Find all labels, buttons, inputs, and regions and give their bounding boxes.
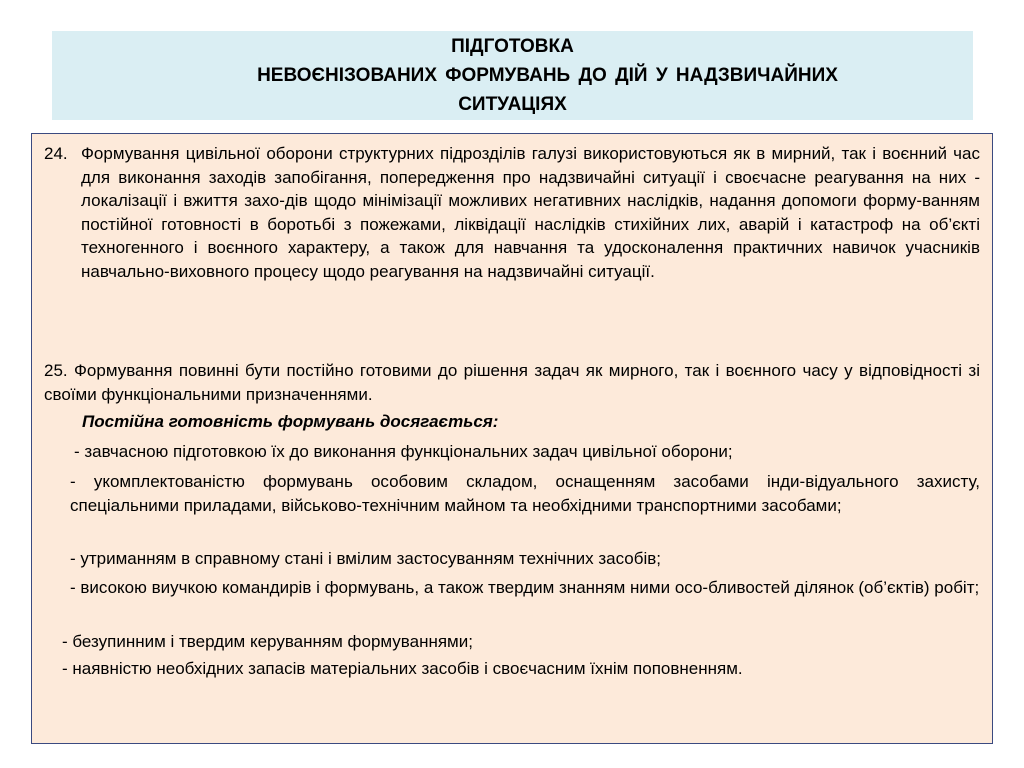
content-panel xyxy=(31,133,993,744)
paragraph-24-text: Формування цивільної оборони структурних підрозділів галузі використовуються як в мирний, так і воєнний час для виконання заходів запобігання, попередження про надзвичайні ситуації і своєчасне реагування на них - локалізації і вжиття захо-дів щодо мінімізації можливих негативних наслідків, надання допомоги форму-ванням постійної готовності в боротьбі з пожежами, ліквідації наслідків стихійних лих, аварій і катастроф на об’єкті техногенного і воєнного характеру, а також для навчання та удосконалення практичних навичок учасників навчально-виховного процесу щодо реагування на надзвичайні ситуації. xyxy=(81,144,980,281)
list-item: - завчасною підготовкою їх до виконання функціональних задач цивільної оборони; xyxy=(74,442,733,461)
list-item: - наявністю необхідних запасів матеріальних засобів і своєчасним їхнім поповненням. xyxy=(62,659,743,678)
list-item: - високою виучкою командирів і формувань, а також твердим знанням ними осо-бливостей ділянок (об’єктів) робіт; xyxy=(70,578,980,597)
paragraph-25: 25. Формування повинні бути постійно готовими до рішення задач як мирного, так і воєнного часу у відповідності зі своїми функціональними призначеннями. xyxy=(44,361,980,404)
list-item: - безупинним і твердим керуванням формуваннями; xyxy=(62,632,473,651)
paragraph-24 xyxy=(44,142,980,283)
slide-title xyxy=(52,31,973,120)
paragraph-24-number: 24. xyxy=(44,144,68,163)
readiness-heading: Постійна готовність формувань досягається: xyxy=(82,412,499,431)
list-item: - укомплектованістю формувань особовим складом, оснащенням засобами інди-відуального захисту, спеціальними приладами, військово-технічним майном та необхідними транспортними засобами; xyxy=(70,472,980,515)
title-line-3: СИТУАЦІЯХ xyxy=(458,94,567,115)
title-line-1: ПІДГОТОВКА xyxy=(451,36,574,57)
list-item: - утриманням в справному стані і вмілим застосуванням технічних засобів; xyxy=(70,549,662,568)
title-line-2: НЕВОЄНІЗОВАНИХ ФОРМУВАНЬ ДО ДІЙ У НАДЗВИЧАЙНИХ xyxy=(257,65,838,86)
